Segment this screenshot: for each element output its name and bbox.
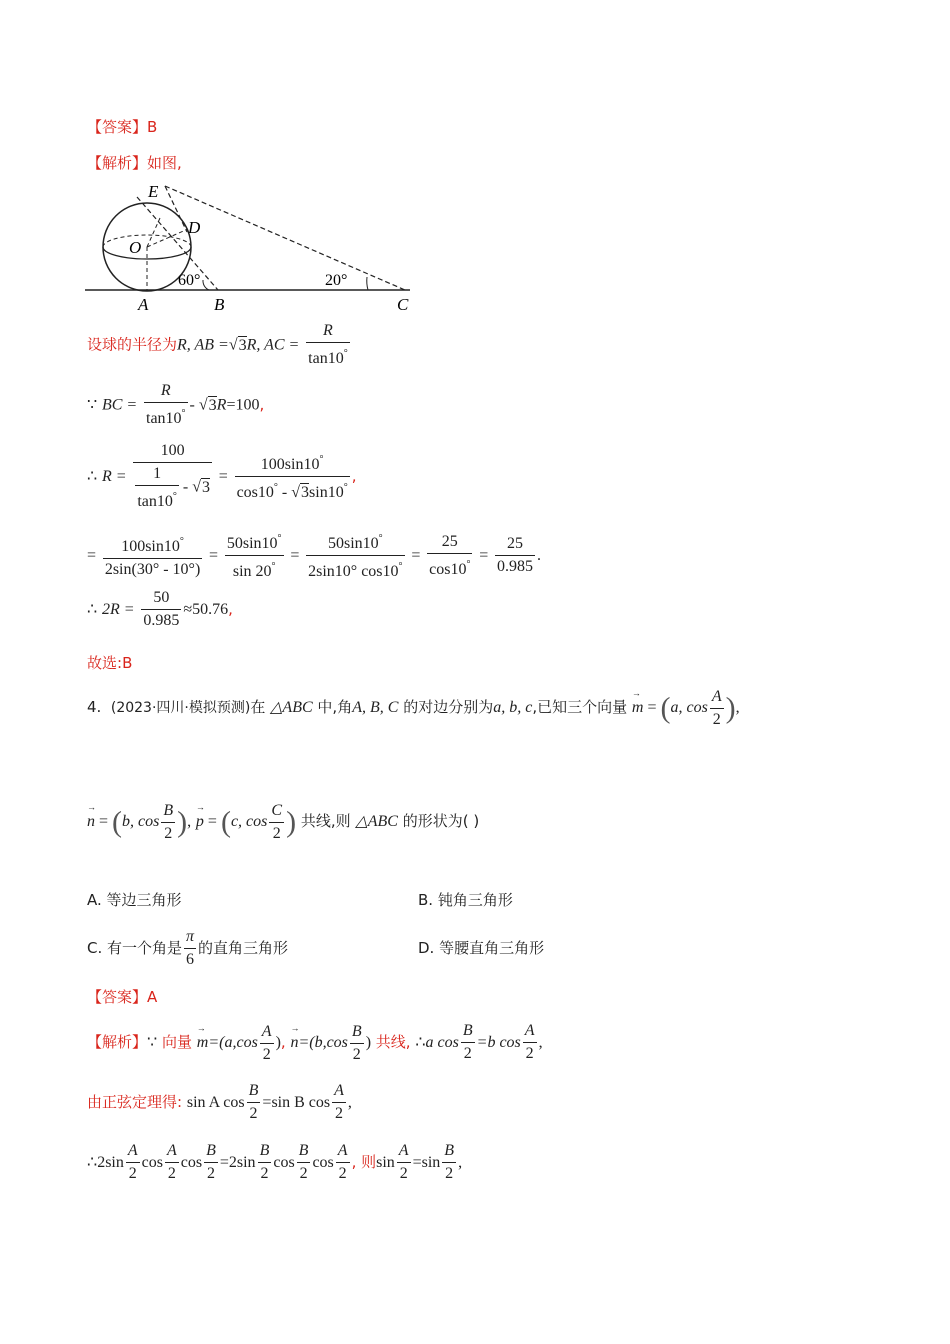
analysis-intro: 如图, bbox=[147, 154, 182, 172]
q4-source: (2023·四川·模拟预测) bbox=[110, 700, 251, 717]
q3-answer-line bbox=[87, 116, 157, 137]
angle-60-label: 60° bbox=[178, 272, 201, 289]
answer-tag: 【答案】 bbox=[87, 118, 148, 136]
frac-R-tan10-2: $\frac{R}{\tan 10^\circ}$ bbox=[146, 382, 186, 427]
q3-line3: ∴ R = 100 $\frac{1}{\tan 10^\circ}$ - √3 = $\frac{100\sin 10^\circ}{\cos 10^\circ - √3\sin 10^\circ}$ , bbox=[87, 440, 356, 513]
frac-step3: $\frac{50\sin 10^\circ}{2\sin 10^\circ \cos 10^\circ}$ bbox=[306, 528, 404, 583]
frac-step1: $\frac{100\sin 10^\circ}{2\sin(30^\circ - 10^\circ)}$ bbox=[103, 531, 202, 581]
label-O: O bbox=[129, 238, 142, 257]
label-C: C bbox=[397, 295, 409, 314]
label-B: B bbox=[214, 295, 225, 314]
equator-back bbox=[103, 235, 191, 247]
angle-20-label: 20° bbox=[325, 272, 348, 289]
q4-number: 4. bbox=[87, 698, 102, 717]
option-b[interactable]: B. 钝角三角形 bbox=[418, 891, 513, 909]
option-d[interactable]: D. 等腰直角三角形 bbox=[418, 939, 545, 957]
q4-answer-line: 【答案】A bbox=[87, 988, 158, 1006]
q3-line1: 设球的半径为R, AB =√3R, AC = $\frac{R}{\tan 10^\circ}$ bbox=[87, 320, 352, 370]
q4-stem-line1: 4. (2023·四川·模拟预测)在 △ABC 中,角A, B, C 的对边分别为a, b, c,已知三个向量 → m = (a, cos $\frac{A}{2}$ ), bbox=[87, 686, 740, 731]
radius-OD bbox=[147, 229, 188, 247]
radius-OE bbox=[147, 218, 160, 247]
frac-100-complex: 100 $\frac{1}{\tan 10^\circ}$ - √3 bbox=[133, 440, 212, 513]
q4-analysis-line1: 【解析】∵ 向量 → m=(a,cos $\frac{A}{2}$ ), → n=(b,cos $\frac{B}{2}$ ) 共线, ∴a cos $\frac{B}{2}$ =b cos $\frac{A}{2}$ , bbox=[87, 1020, 543, 1066]
q3-line5: ∴ 2R = $\frac{50}{0.985}$ ≈50.76, bbox=[87, 587, 233, 632]
sphere-cone-figure bbox=[85, 180, 425, 315]
angle-arc-C bbox=[367, 277, 368, 290]
label-D: D bbox=[188, 218, 201, 237]
label-E: E bbox=[148, 182, 159, 201]
line-EC bbox=[165, 186, 405, 290]
option-a[interactable]: A. 等边三角形 bbox=[87, 891, 182, 909]
frac-50-0985: $\frac{50}{0.985}$ bbox=[143, 589, 180, 629]
vector-n-def: → n = (b, cos $\frac{B}{2}$ ), bbox=[87, 813, 191, 830]
q4-stem-line2: → n = (b, cos $\frac{B}{2}$ ), → p = (c, cos $\frac{C}{2}$ ) 共线,则 △ABC 的形状为( ) bbox=[87, 800, 479, 845]
option-c[interactable]: C. 有一个角是 $\frac{\pi}{6}$ 的直角三角形 bbox=[87, 928, 289, 968]
vector-m-def: → m = (a, cos $\frac{A}{2}$ ), bbox=[632, 699, 740, 716]
q3-analysis-line bbox=[87, 152, 182, 173]
angle-arc-B bbox=[203, 280, 209, 290]
label-A: A bbox=[138, 295, 149, 314]
q4-analysis-line2: 由正弦定理得: sin A cos $\frac{B}{2}$ =sin B cos $\frac{A}{2}$ , bbox=[87, 1082, 352, 1122]
frac-step4: $\frac{25}{\cos 10^\circ}$ bbox=[429, 532, 471, 578]
radius-intro: 设球的半径为 bbox=[87, 335, 178, 354]
frac-R-tan10: $\frac{R}{\tan 10^\circ}$ bbox=[308, 322, 348, 367]
q3-choose-line: 故选:B bbox=[87, 654, 133, 672]
vector-p-def: → p = (c, cos $\frac{C}{2}$ ) bbox=[196, 813, 296, 830]
frac-100sin10: $\frac{100\sin 10^\circ}{\cos 10^\circ - √3\sin 10^\circ}$ bbox=[235, 449, 350, 504]
frac-step5: $\frac{25}{0.985}$ bbox=[497, 535, 534, 575]
q4-analysis-line3: ∴2sin $\frac{A}{2}$ cos $\frac{A}{2}$ cos $\frac{B}{2}$ =2sin $\frac{B}{2}$ cos $\frac{B}{2}$ cos $\frac{A}{2}$ , 则sin $\frac{A}{2}$ =sin $\frac{B}{2}$ , bbox=[87, 1142, 463, 1182]
frac-step2: $\frac{50\sin 10^\circ}{\sin 20^\circ}$ bbox=[225, 528, 284, 583]
q3-line2: ∵ BC = $\frac{R}{\tan 10^\circ}$ - √3R=100, bbox=[87, 380, 264, 430]
q3-line4: = $\frac{100\sin 10^\circ}{2\sin(30^\circ - 10^\circ)}$ = $\frac{50\sin 10^\circ}{\sin 20^\circ}$ = $\frac{50\sin 10^\circ}{2\sin 10^\circ \cos 10^\circ}$ = $\frac{25}{\cos 10^\circ}$ = $\frac{25}{0.985}$ . bbox=[87, 528, 541, 583]
analysis-tag: 【解析】 bbox=[87, 154, 148, 172]
answer-value: B bbox=[147, 118, 158, 136]
